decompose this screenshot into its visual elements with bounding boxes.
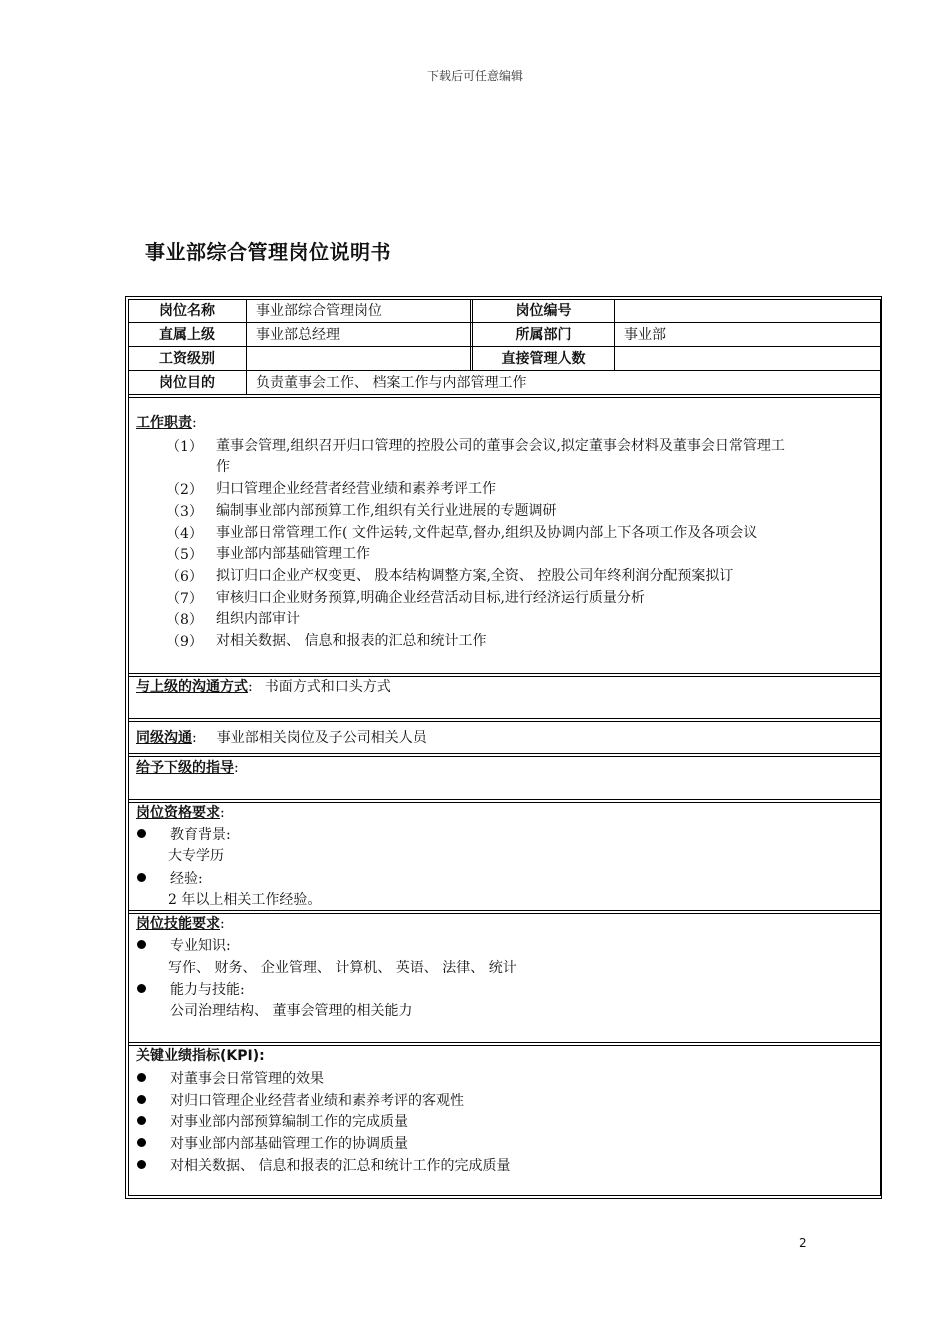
- page-number: 2: [799, 1236, 807, 1250]
- skills-colon: :: [220, 916, 225, 932]
- duty-text: 事业部日常管理工作( 文件运转,文件起草,督办,组织及协调内部上下各项工作及各项会议: [216, 525, 758, 541]
- upward-communication-heading: 与上级的沟通方式: [136, 679, 248, 695]
- post-name-value: 事业部综合管理岗位: [256, 303, 382, 319]
- duty-text: 对相关数据、 信息和报表的汇总和统计工作: [216, 633, 487, 649]
- peer-communication-heading: 同级沟通: [136, 730, 192, 746]
- duty-text: 编制事业部内部预算工作,组织有关行业进展的专题调研: [216, 503, 557, 519]
- peer-communication-colon: :: [192, 730, 197, 746]
- qualifications-colon: :: [220, 805, 225, 821]
- peer-communication-value: 事业部相关岗位及子公司相关人员: [216, 730, 427, 746]
- duty-text: 董事会管理,组织召开归口管理的控股公司的董事会会议,拟定董事会材料及董事会日常管理工: [216, 438, 785, 454]
- document-title: 事业部综合管理岗位说明书: [145, 240, 391, 264]
- duties-colon: :: [192, 415, 197, 431]
- experience-value: 2 年以上相关工作经验。: [168, 892, 322, 908]
- superior-label: 直属上级: [159, 327, 215, 343]
- post-purpose-label: 岗位目的: [159, 375, 215, 391]
- kpi-heading-text: 关键业绩指标(KPI):: [136, 1048, 265, 1064]
- kpi-item: 对董事会日常管理的效果: [170, 1071, 324, 1087]
- duty-number: （6）: [166, 569, 203, 585]
- upward-communication-colon: :: [248, 679, 253, 695]
- department-label: 所属部门: [515, 327, 572, 343]
- duties-heading: [136, 413, 197, 433]
- row-divider: [128, 346, 881, 347]
- kpi-heading: [136, 1046, 265, 1066]
- section-divider: [128, 799, 881, 803]
- qualifications-heading: [136, 803, 225, 823]
- bullet-icon: [137, 1138, 146, 1147]
- section-divider: [128, 753, 881, 757]
- bullet-icon: [137, 1160, 146, 1169]
- duty-number: （1）: [166, 439, 203, 455]
- knowledge-value: 写作、 财务、 企业管理、 计算机、 英语、 法律、 统计: [168, 960, 517, 976]
- ability-label: 能力与技能:: [170, 982, 245, 998]
- duty-text-continued: 作: [216, 459, 230, 475]
- department-value: 事业部: [624, 327, 666, 343]
- duty-number: （9）: [166, 634, 203, 650]
- section-divider: [128, 718, 881, 722]
- upward-communication-value: 书面方式和口头方式: [264, 679, 391, 695]
- superior-value: 事业部总经理: [256, 327, 340, 343]
- experience-label: 经验:: [170, 871, 203, 887]
- subordinate-guidance-colon: :: [234, 760, 239, 776]
- ability-value: 公司治理结构、 董事会管理的相关能力: [170, 1003, 413, 1019]
- kpi-item: 对归口管理企业经营者业绩和素养考评的客观性: [170, 1093, 464, 1109]
- skills-heading: [136, 914, 225, 934]
- subordinate-guidance-heading: 给予下级的指导: [136, 760, 234, 776]
- duty-number: （4）: [166, 526, 203, 542]
- bullet-icon: [137, 984, 146, 993]
- duties-heading-text: 工作职责: [136, 415, 192, 431]
- post-code-label: 岗位编号: [515, 303, 572, 319]
- section-divider: [128, 910, 881, 914]
- duty-text: 事业部内部基础管理工作: [216, 546, 370, 562]
- duty-text: 归口管理企业经营者经营业绩和素养考评工作: [216, 481, 496, 497]
- bullet-icon: [137, 1095, 146, 1104]
- post-purpose-value: 负责董事会工作、 档案工作与内部管理工作: [256, 375, 527, 391]
- duty-text: 审核归口企业财务预算,明确企业经营活动目标,进行经济运行质量分析: [216, 590, 645, 606]
- education-value: 大专学历: [168, 848, 224, 864]
- duty-number: （8）: [166, 612, 203, 628]
- header-note: 下载后可任意编辑: [426, 69, 523, 83]
- duty-text: 拟订归口企业产权变更、 股本结构调整方案,全资、 控股公司年终利润分配预案拟订: [216, 568, 734, 584]
- kpi-item: 对事业部内部基础管理工作的协调质量: [170, 1136, 408, 1152]
- col-divider: [614, 299, 615, 371]
- duty-number: （7）: [166, 591, 203, 607]
- kpi-item: 对相关数据、 信息和报表的汇总和统计工作的完成质量: [170, 1158, 511, 1174]
- direct-reports-label: 直接管理人数: [501, 351, 586, 367]
- row-divider: [128, 322, 881, 323]
- row-divider: [128, 370, 881, 371]
- bullet-icon: [137, 829, 146, 838]
- education-label: 教育背景:: [170, 827, 231, 843]
- salary-level-label: 工资级别: [159, 351, 215, 367]
- kpi-item: 对事业部内部预算编制工作的完成质量: [170, 1114, 408, 1130]
- knowledge-label: 专业知识:: [170, 938, 231, 954]
- post-name-label: 岗位名称: [159, 303, 215, 319]
- col-divider: [246, 299, 247, 395]
- bullet-icon: [137, 1073, 146, 1082]
- duty-number: （5）: [166, 547, 203, 563]
- duty-number: （3）: [166, 504, 203, 520]
- bullet-icon: [137, 940, 146, 949]
- skills-heading-text: 岗位技能要求: [136, 916, 220, 932]
- qualifications-heading-text: 岗位资格要求: [136, 805, 220, 821]
- bullet-icon: [137, 1116, 146, 1125]
- col-divider: [470, 299, 471, 371]
- duty-number: （2）: [166, 482, 203, 498]
- bullet-icon: [137, 873, 146, 882]
- upward-communication: [136, 677, 391, 697]
- peer-communication: [136, 728, 427, 748]
- subordinate-guidance: [136, 758, 239, 778]
- row-divider: [128, 394, 881, 398]
- duty-text: 组织内部审计: [216, 611, 300, 627]
